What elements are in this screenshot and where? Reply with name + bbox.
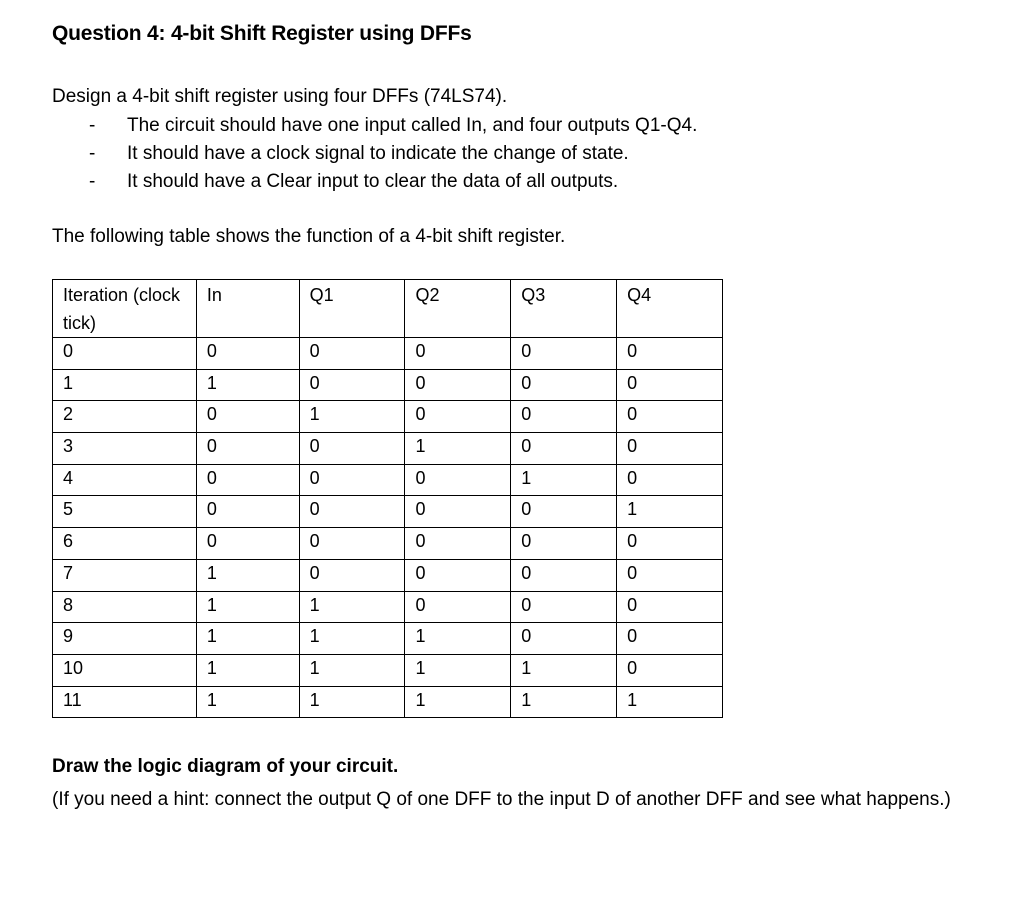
requirement-text: It should have a Clear input to clear the data of all outputs. (127, 171, 619, 192)
cell-q3: 0 (511, 496, 617, 528)
cell-q4: 0 (617, 433, 723, 465)
cell-iteration: 4 (53, 464, 197, 496)
cell-q3: 1 (511, 654, 617, 686)
cell-q4: 0 (617, 338, 723, 370)
cell-q4: 0 (617, 591, 723, 623)
cell-iteration: 3 (53, 433, 197, 465)
cell-q4: 0 (617, 623, 723, 655)
table-header-row (53, 280, 723, 338)
cell-in: 0 (196, 464, 299, 496)
cell-q4: 0 (617, 528, 723, 560)
cell-in: 0 (196, 496, 299, 528)
requirements-list (52, 114, 697, 198)
bullet-dash: - (89, 143, 96, 164)
table-row (53, 464, 723, 496)
header-q4: Q4 (617, 280, 723, 338)
cell-q2: 0 (405, 496, 511, 528)
cell-iteration: 10 (53, 654, 197, 686)
cell-q3: 0 (511, 623, 617, 655)
shift-register-table (52, 279, 723, 718)
table-row (53, 559, 723, 591)
cell-q1: 1 (299, 686, 405, 718)
table-row (53, 623, 723, 655)
cell-q3: 1 (511, 464, 617, 496)
table-row (53, 369, 723, 401)
cell-q4: 1 (617, 686, 723, 718)
header-iteration: Iteration (clock tick) (53, 280, 197, 338)
cell-iteration: 5 (53, 496, 197, 528)
diagram-instruction: Draw the logic diagram of your circuit. (52, 756, 399, 777)
cell-iteration: 11 (53, 686, 197, 718)
cell-q2: 1 (405, 623, 511, 655)
cell-in: 1 (196, 369, 299, 401)
cell-q3: 0 (511, 338, 617, 370)
cell-in: 1 (196, 559, 299, 591)
cell-q2: 0 (405, 369, 511, 401)
cell-q1: 1 (299, 623, 405, 655)
cell-iteration: 8 (53, 591, 197, 623)
table-row (53, 401, 723, 433)
design-instruction: Design a 4-bit shift register using four DFFs (74LS74). (52, 86, 508, 107)
cell-iteration: 7 (53, 559, 197, 591)
cell-iteration: 1 (53, 369, 197, 401)
cell-iteration: 2 (53, 401, 197, 433)
cell-q4: 0 (617, 654, 723, 686)
requirement-text: The circuit should have one input called In, and four outputs Q1-Q4. (127, 115, 698, 136)
cell-q3: 0 (511, 559, 617, 591)
cell-in: 0 (196, 433, 299, 465)
table-row (53, 591, 723, 623)
cell-q1: 0 (299, 559, 405, 591)
cell-iteration: 0 (53, 338, 197, 370)
bullet-dash: - (89, 115, 96, 136)
cell-q1: 0 (299, 369, 405, 401)
cell-in: 0 (196, 338, 299, 370)
requirement-item (52, 170, 697, 198)
cell-q1: 0 (299, 338, 405, 370)
table-intro: The following table shows the function of a 4-bit shift register. (52, 226, 566, 247)
cell-in: 1 (196, 591, 299, 623)
cell-in: 1 (196, 654, 299, 686)
cell-q2: 0 (405, 401, 511, 433)
table-row (53, 528, 723, 560)
cell-q1: 0 (299, 528, 405, 560)
requirement-item (52, 142, 697, 170)
header-q1: Q1 (299, 280, 405, 338)
cell-q3: 0 (511, 433, 617, 465)
cell-q4: 0 (617, 559, 723, 591)
cell-q3: 1 (511, 686, 617, 718)
requirement-item (52, 114, 697, 142)
cell-q1: 1 (299, 591, 405, 623)
cell-q1: 1 (299, 654, 405, 686)
cell-q2: 0 (405, 464, 511, 496)
hint-text: (If you need a hint: connect the output Q of one DFF to the input D of another DFF and see what happens.) (52, 789, 951, 810)
cell-q2: 0 (405, 528, 511, 560)
cell-iteration: 6 (53, 528, 197, 560)
question-title: Question 4: 4-bit Shift Register using DFFs (52, 22, 472, 45)
cell-q2: 0 (405, 338, 511, 370)
header-q2: Q2 (405, 280, 511, 338)
header-in: In (196, 280, 299, 338)
cell-in: 0 (196, 528, 299, 560)
cell-q3: 0 (511, 528, 617, 560)
requirement-text: It should have a clock signal to indicate the change of state. (127, 143, 629, 164)
cell-q3: 0 (511, 401, 617, 433)
table-body (53, 338, 723, 718)
cell-q4: 1 (617, 496, 723, 528)
cell-q2: 1 (405, 433, 511, 465)
cell-q2: 0 (405, 559, 511, 591)
cell-q4: 0 (617, 369, 723, 401)
header-q3: Q3 (511, 280, 617, 338)
table-row (53, 686, 723, 718)
cell-iteration: 9 (53, 623, 197, 655)
table-row (53, 338, 723, 370)
cell-in: 0 (196, 401, 299, 433)
table-row (53, 433, 723, 465)
cell-q1: 1 (299, 401, 405, 433)
bullet-dash: - (89, 171, 96, 192)
cell-q1: 0 (299, 433, 405, 465)
cell-q4: 0 (617, 464, 723, 496)
cell-q2: 1 (405, 654, 511, 686)
table-row (53, 654, 723, 686)
table-row (53, 496, 723, 528)
cell-in: 1 (196, 686, 299, 718)
cell-q3: 0 (511, 591, 617, 623)
cell-q2: 1 (405, 686, 511, 718)
cell-q2: 0 (405, 591, 511, 623)
cell-q1: 0 (299, 496, 405, 528)
cell-q4: 0 (617, 401, 723, 433)
cell-q1: 0 (299, 464, 405, 496)
cell-q3: 0 (511, 369, 617, 401)
cell-in: 1 (196, 623, 299, 655)
